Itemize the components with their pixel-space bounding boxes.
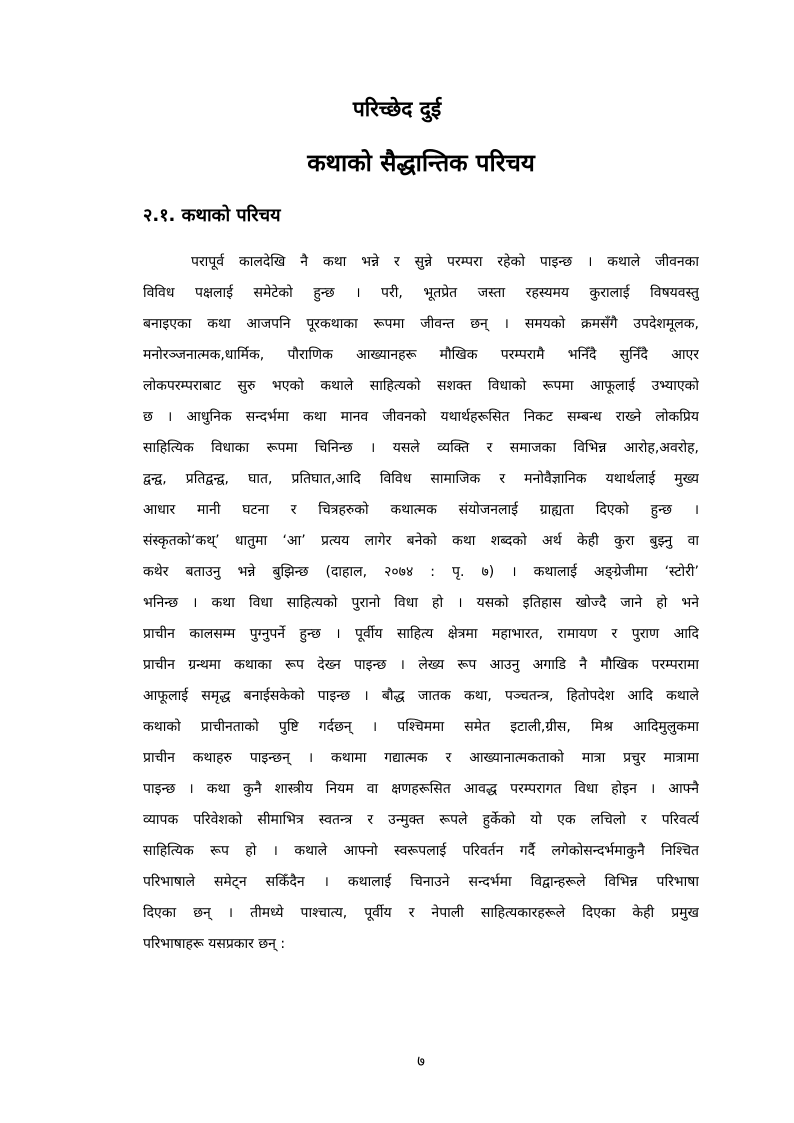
chapter-title: कथाको सैद्धान्तिक परिचय: [307, 149, 535, 177]
paragraph-line: लोकपरम्पराबाट सुरु भएको कथाले साहित्यको सशक्त विधाको रूपमा आफूलाई उभ्याएको: [143, 378, 699, 394]
paragraph-line: पाइन्छ । कथा कुनै शास्त्रीय नियम वा क्षणहरूसित आवद्ध परम्परागत विधा होइन । आफ्नै: [143, 781, 699, 797]
chapter-label: परिच्छेद दुई: [352, 97, 442, 121]
paragraph-line: प्राचीन कालसम्म पुग्नुपर्ने हुन्छ । पूर्वीय साहित्य क्षेत्रमा महाभारत, रामायण र पुराण आदि: [143, 626, 699, 642]
paragraph-line: साहित्यिक विधाका रूपमा चिनिन्छ । यसले व्यक्ति र समाजका विभिन्न आरोह,अवरोह,: [143, 440, 699, 456]
paragraph-line: परिभाषाले समेट्न सकिँदैन । कथालाई चिनाउने सन्दर्भमा विद्वान्हरूले विभिन्न परिभाषा: [143, 874, 699, 890]
paragraph-line: कथाको प्राचीनताको पुष्टि गर्दछन् । पश्चिममा समेत इटाली,ग्रीस, मिश्र आदिमुलुकमा: [143, 719, 699, 735]
paragraph-line: आफूलाई समृद्ध बनाईसकेको पाइन्छ । बौद्ध जातक कथा, पञ्चतन्त्र, हितोपदेश आदि कथाले: [143, 688, 699, 704]
section-heading: २.१. कथाको परिचय: [143, 205, 281, 226]
paragraph-line: प्राचीन कथाहरु पाइन्छन् । कथामा गद्यात्मक र आख्यानात्मकताको मात्रा प्रचुर मात्रामा: [143, 750, 699, 766]
paragraph-line: दिएका छन् । तीमध्ये पाश्चात्य, पूर्वीय र नेपाली साहित्यकारहरूले दिएका केही प्रमुख: [143, 905, 699, 921]
paragraph-line: व्यापक परिवेशको सीमाभित्र स्वतन्त्र र उन्मुक्त रूपले हुर्केको यो एक लचिलो र परिवर्त्य: [143, 812, 699, 828]
paragraph-line: मनोरञ्जनात्मक,धार्मिक, पौराणिक आख्यानहरू मौखिक परम्परामै भनिँदै सुनिँदै आएर: [143, 347, 699, 363]
paragraph-line: कथेर बताउनु भन्ने बुझिन्छ (दाहाल, २०७४ : पृ. ७) । कथालाई अङ्ग्रेजीमा ‘स्टोरी’: [143, 564, 699, 580]
paragraph-line: साहित्यिक रूप हो । कथाले आफ्नो स्वरूपलाई परिवर्तन गर्दै लगेकोसन्दर्भमाकुनै निश्चित: [143, 843, 699, 859]
paragraph-line: परापूर्व कालदेखि नै कथा भन्ने र सुन्ने परम्परा रहेको पाइन्छ । कथाले जीवनका: [191, 254, 699, 270]
paragraph-line: भनिन्छ । कथा विधा साहित्यको पुरानो विधा हो । यसको इतिहास खोज्दै जाने हो भने: [143, 595, 699, 611]
paragraph-line: द्वन्द्व, प्रतिद्वन्द्व, घात, प्रतिघात,आदि विविध सामाजिक र मनोवैज्ञानिक यथार्थलाई मुख्य: [143, 471, 699, 487]
paragraph-line: विविध पक्षलाई समेटेको हुन्छ । परी, भूतप्रेत जस्ता रहस्यमय कुरालाई विषयवस्तु: [143, 285, 699, 301]
paragraph-line: संस्कृतको‘कथ्’ धातुमा ‘आ’ प्रत्यय लागेर बनेको कथा शब्दको अर्थ केही कुरा बुझ्नु वा: [143, 533, 699, 549]
paragraph-line: प्राचीन ग्रन्थमा कथाका रूप देख्न पाइन्छ । लेख्य रूप आउनु अगाडि नै मौखिक परम्परामा: [143, 657, 699, 673]
paragraph-line: परिभाषाहरू यसप्रकार छन् :: [143, 936, 286, 952]
page-number: ७: [417, 1052, 425, 1070]
paragraph-line: आधार मानी घटना र चित्रहरुको कथात्मक संयोजनलाई ग्राह्यता दिएको हुन्छ ।: [143, 502, 699, 518]
body-paragraph: [143, 247, 699, 960]
paragraph-line: छ । आधुनिक सन्दर्भमा कथा मानव जीवनको यथार्थहरूसित निकट सम्बन्ध राख्ने लोकप्रिय: [143, 409, 699, 425]
paragraph-line: बनाइएका कथा आजपनि पूरकथाका रूपमा जीवन्त छन् । समयको क्रमसँगै उपदेशमूलक,: [143, 316, 699, 332]
